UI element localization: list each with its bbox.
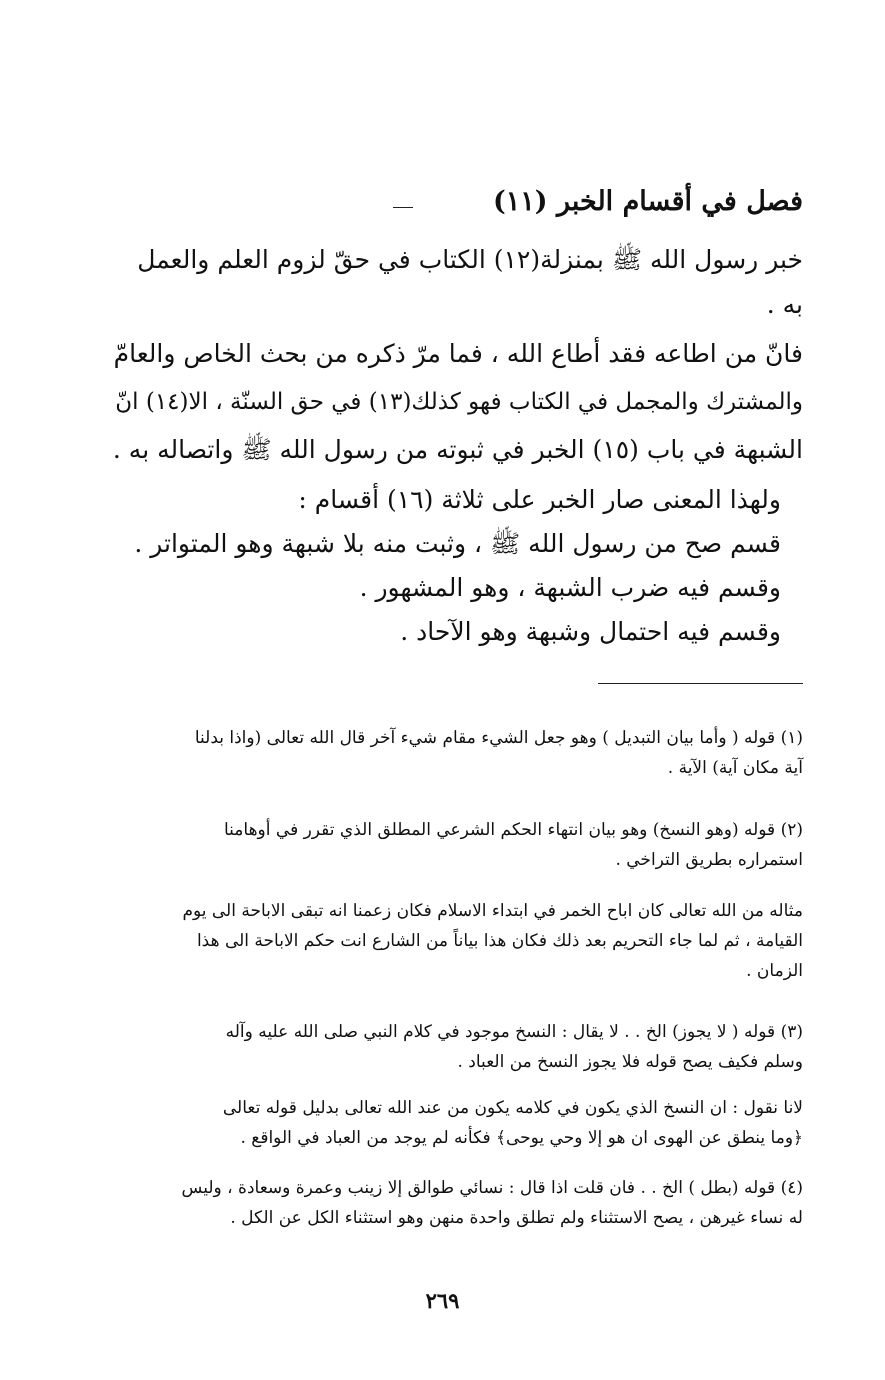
paragraph-1 bbox=[103, 236, 803, 326]
footnote-line: (١) قوله ( وأما بيان التبديل ) وهو جعل الشيء مقام شيء آخر قال الله تعالى (واذا بدلنا bbox=[194, 728, 803, 748]
footnote-line: الزمان . bbox=[746, 961, 803, 981]
footnote-2-example bbox=[113, 896, 803, 986]
footnote-line: استمراره بطريق التراخي . bbox=[615, 850, 803, 870]
footnote-line: مثاله من الله تعالى كان اباح الخمر في ابتداء الاسلام فكان زعمنا انه تبقى الاباحة الى يوم bbox=[182, 901, 803, 921]
text-line: والمشترك والمجمل في الكتاب فهو كذلك(١٣) في حق السنّة ، الا(١٤) انّ bbox=[115, 389, 803, 415]
text-line: به . bbox=[766, 290, 803, 319]
footnote-line: ﴿وما ينطق عن الهوى ان هو إلا وحي يوحى﴾ فكأنه لم يوجد من العباد في الواقع . bbox=[240, 1128, 803, 1148]
divisions-list bbox=[103, 478, 803, 654]
footnote-line: (٤) قوله (بطل ) الخ . . فان قلت اذا قال : نسائي طوالق إلا زينب وعمرة وسعادة ، وليس bbox=[181, 1178, 803, 1198]
text-line: خبر رسول الله ﷺ بمنزلة(١٢) الكتاب في حقّ لزوم العلم والعمل bbox=[137, 245, 803, 274]
page-number: ٢٦٩ bbox=[425, 1288, 460, 1313]
footnote-1 bbox=[113, 723, 803, 783]
list-item: قسم صح من رسول الله ﷺ ، وثبت منه بلا شبهة وهو المتواتر . bbox=[134, 529, 781, 558]
footnote-line: آية مكان آية) الآية . bbox=[667, 758, 803, 778]
footnote-2 bbox=[113, 815, 803, 875]
footnote-line: (٢) قوله (وهو النسخ) وهو بيان انتهاء الحكم الشرعي المطلق الذي تقرر في أوهامنا bbox=[224, 820, 803, 840]
footnote-3-answer bbox=[113, 1093, 803, 1153]
list-item: وقسم فيه ضرب الشبهة ، وهو المشهور . bbox=[359, 573, 781, 602]
footnote-line: له نساء غيرهن ، يصح الاستثناء ولم تطلق واحدة منهن وهو استثناء الكل عن الكل . bbox=[230, 1208, 803, 1228]
footnote-3 bbox=[113, 1017, 803, 1077]
list-item: وقسم فيه احتمال وشبهة وهو الآحاد . bbox=[400, 617, 781, 646]
text-line: فانّ من اطاعه فقد أطاع الله ، فما مرّ ذكره من بحث الخاص والعامّ bbox=[113, 339, 803, 368]
heading-dash-mark bbox=[393, 207, 413, 208]
text-line: الشبهة في باب (١٥) الخبر في ثبوته من رسول الله ﷺ واتصاله به . bbox=[112, 435, 803, 464]
footnote-line: لانا نقول : ان النسخ الذي يكون في كلامه يكون من عند الله تعالى بدليل قوله تعالى bbox=[222, 1098, 803, 1118]
footnote-4 bbox=[113, 1173, 803, 1233]
list-intro: ولهذا المعنى صار الخبر على ثلاثة (١٦) أقسام : bbox=[298, 485, 781, 514]
footnote-line: (٣) قوله ( لا يجوز) الخ . . لا يقال : النسخ موجود في كلام النبي صلى الله عليه وآله bbox=[225, 1022, 803, 1042]
footnote-line: وسلم فكيف يصح قوله فلا يجوز النسخ من العباد . bbox=[457, 1052, 803, 1072]
footnote-separator bbox=[598, 683, 803, 684]
footnote-line: القيامة ، ثم لما جاء التحريم بعد ذلك فكان هذا بياناً من الشارع انت حكم الاباحة الى هذا bbox=[196, 931, 803, 951]
paragraph-2 bbox=[103, 330, 803, 474]
section-heading: فصل في أقسام الخبر (١١) bbox=[493, 186, 803, 217]
